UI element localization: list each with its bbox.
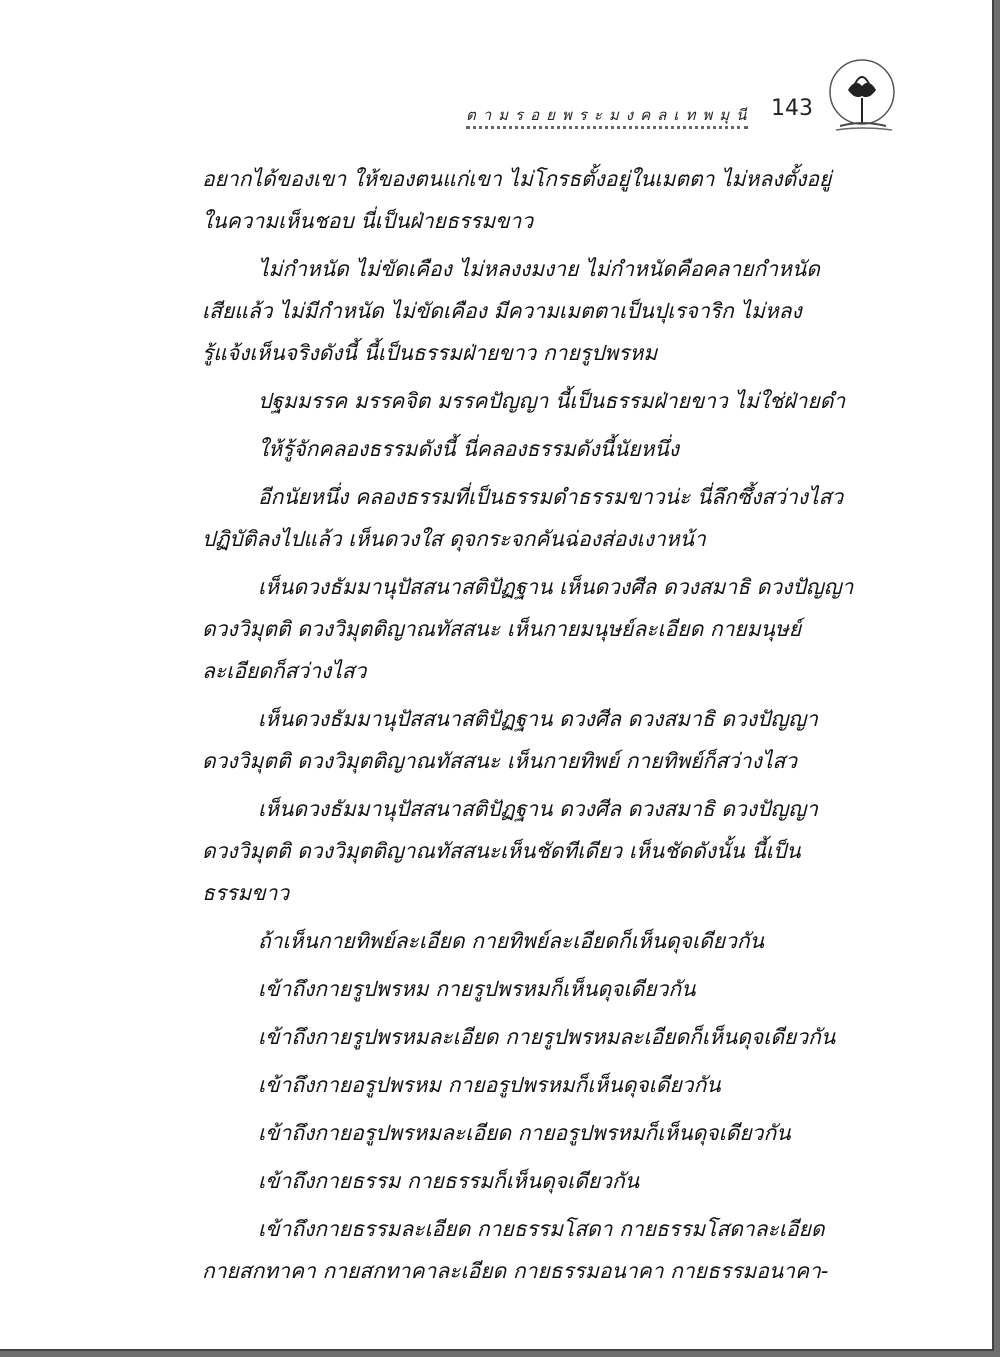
text-line: เห็นดวงธัมมานุปัสสนาสติปัฏฐาน ดวงศีล ดวงสมาธิ ดวงปัญญา <box>258 797 818 821</box>
text-line: ให้รู้จักคลองธรรมดังนี้ นี่คลองธรรมดังนี้นัยหนึ่ง <box>258 437 680 461</box>
text-line: รู้แจ้งเห็นจริงดังนี้ นี้เป็นธรรมฝ่ายขาว กายรูปพรหม <box>202 341 658 365</box>
paragraph <box>202 968 832 1010</box>
text-line: เข้าถึงกายอรูปพรหม กายอรูปพรหมก็เห็นดุจเดียวกัน <box>258 1073 721 1097</box>
paragraph <box>202 920 832 962</box>
text-line: เห็นดวงธัมมานุปัสสนาสติปัฏฐาน เห็นดวงศีล ดวงสมาธิ ดวงปัญญา <box>258 575 854 599</box>
text-line: กายสกทาคา กายสกทาคาละเอียด กายธรรมอนาคา กายธรรมอนาคา- <box>202 1259 829 1283</box>
dotted-rule <box>466 126 748 129</box>
text-line: เห็นดวงธัมมานุปัสสนาสติปัฏฐาน ดวงศีล ดวงสมาธิ ดวงปัญญา <box>258 707 818 731</box>
text-line: ดวงวิมุตติ ดวงวิมุตติญาณทัสสนะ เห็นกายทิพย์ กายทิพย์ก็สว่างไสว <box>202 749 798 773</box>
text-line: ปฐมมรรค มรรคจิต มรรคปัญญา นี้เป็นธรรมฝ่ายขาว ไม่ใช่ฝ่ายดำ <box>258 389 846 413</box>
paragraph <box>202 476 844 560</box>
paragraph <box>202 566 854 692</box>
text-line: ปฏิบัติลงไปแล้ว เห็นดวงใส ดุจกระจกคันฉ่องส่องเงาหน้า <box>202 527 706 551</box>
body-text <box>202 158 854 1298</box>
text-line: อยากได้ของเขา ให้ของตนแก่เขา ไม่โกรธตั้งอยู่ในเมตตา ไม่หลงตั้งอยู่ <box>202 167 832 191</box>
paragraph <box>202 1208 832 1292</box>
paragraph <box>202 380 846 422</box>
paragraph <box>202 788 832 914</box>
text-line: ธรรมขาว <box>202 881 290 905</box>
text-line: เข้าถึงกายธรรมละเอียด กายธรรมโสดา กายธรรมโสดาละเอียด <box>258 1217 825 1241</box>
text-line: ในความเห็นชอบ นี่เป็นฝ่ายธรรมขาว <box>202 209 534 233</box>
paragraph <box>202 1016 836 1058</box>
text-line: ไม่กำหนัด ไม่ขัดเคือง ไม่หลงงมงาย ไม่กำหนัดคือคลายกำหนัด <box>258 257 820 281</box>
text-line: เข้าถึงกายอรูปพรหมละเอียด กายอรูปพรหมก็เห็นดุจเดียวกัน <box>258 1121 791 1145</box>
lotus-emblem-icon <box>826 56 898 136</box>
text-line: เข้าถึงกายรูปพรหม กายรูปพรหมก็เห็นดุจเดียวกัน <box>258 977 696 1001</box>
text-line: อีกนัยหนึ่ง คลองธรรมที่เป็นธรรมดำธรรมขาวน่ะ นี่ลึกซึ้งสว่างไสว <box>258 485 844 509</box>
text-line: เข้าถึงกายธรรม กายธรรมก็เห็นดุจเดียวกัน <box>258 1169 640 1193</box>
paragraph <box>202 158 832 242</box>
text-line: เสียแล้ว ไม่มีกำหนัด ไม่ขัดเคือง มีความเมตตาเป็นปุเรจาริก ไม่หลง <box>202 299 802 323</box>
text-line: ดวงวิมุตติ ดวงวิมุตติญาณทัสสนะ เห็นกายมนุษย์ละเอียด กายมนุษย์ <box>202 617 802 641</box>
paragraph <box>202 1064 832 1106</box>
text-line: เข้าถึงกายรูปพรหมละเอียด กายรูปพรหมละเอียดก็เห็นดุจเดียวกัน <box>258 1025 836 1049</box>
running-header <box>466 96 826 136</box>
paragraph <box>202 1112 832 1154</box>
paragraph <box>202 248 832 374</box>
text-line: ดวงวิมุตติ ดวงวิมุตติญาณทัสสนะเห็นชัดทีเดียว เห็นชัดดังนั้น นี้เป็น <box>202 839 801 863</box>
text-line: ละเอียดก็สว่างไสว <box>202 659 367 683</box>
running-title: ตามรอยพระมงคลเทพมุนี <box>466 106 754 124</box>
page-number: 143 <box>771 96 813 121</box>
paragraph <box>202 698 832 782</box>
text-line: ถ้าเห็นกายทิพย์ละเอียด กายทิพย์ละเอียดก็เห็นดุจเดียวกัน <box>258 929 764 953</box>
paragraph <box>202 1160 832 1202</box>
paragraph <box>202 428 832 470</box>
